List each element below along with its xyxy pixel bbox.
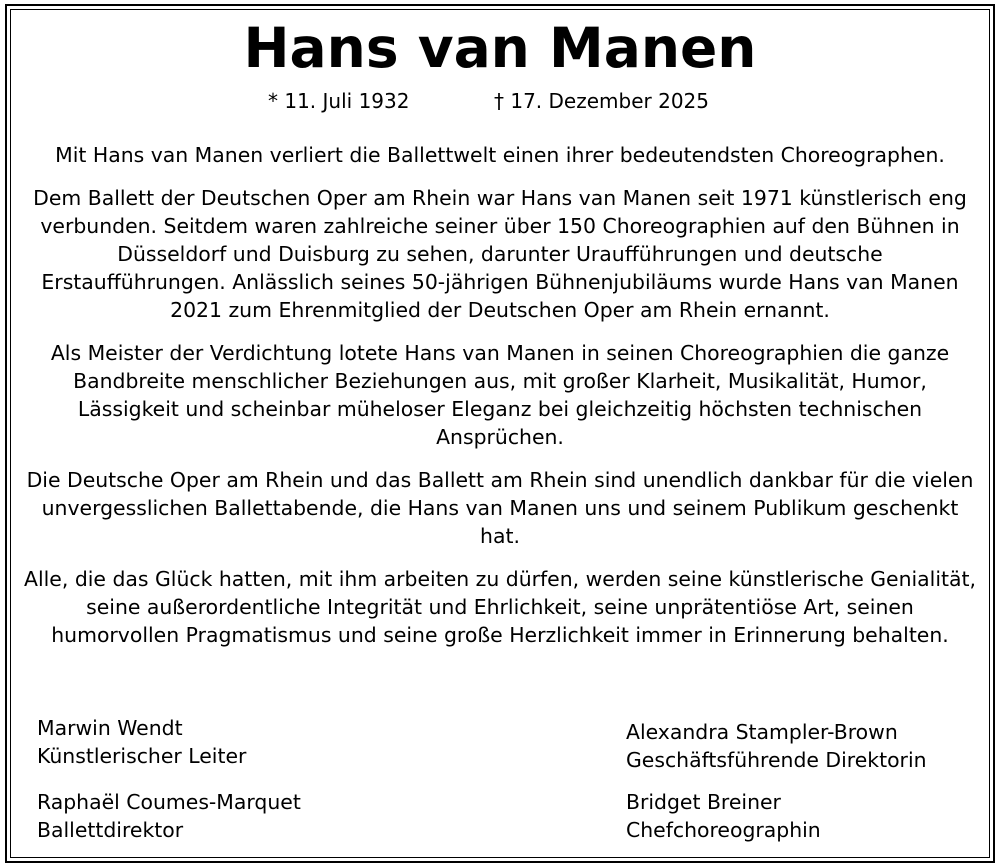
signatory-name: Alexandra Stampler-Brown (626, 720, 898, 744)
signatory-name: Raphaël Coumes-Marquet (37, 790, 301, 814)
signatory-role: Ballettdirektor (37, 818, 184, 842)
signatory-role: Chefchoreographin (626, 818, 821, 842)
paragraph-3: Als Meister der Verdichtung lotete Hans van Manen in seinen Choreographien die ganze Bandbreite menschlicher Beziehungen aus, mit großer Klarheit, Musikalität, Humor, Lässigkeit und scheinbar müheloser Eleganz bei gleichzeitig höchsten technischen Ansprüchen. (50, 341, 950, 449)
paragraph-2: Dem Ballett der Deutschen Oper am Rhein war Hans van Manen seit 1971 künstlerisch eng verbunden. Seitdem waren zahlreiche seiner über 150 Choreographien auf den Bühnen in Düsseldorf und Duisburg zu sehen, darunter Uraufführungen und deutsche Erstaufführungen. Anlässlich seines 50-jährigen Bühnenjubiläums wurde Hans van Manen 2021 zum Ehrenmitglied der Deutschen Oper am Rhein ernannt. (33, 186, 967, 322)
signatory-name: Bridget Breiner (626, 790, 781, 814)
signatory-name: Marwin Wendt (37, 716, 183, 740)
paragraph-4: Die Deutsche Oper am Rhein und das Ballett am Rhein sind unendlich dankbar für die vielen unvergesslichen Ballettabende, die Hans van Manen uns und seinem Publikum geschenkt hat. (26, 468, 974, 548)
signatory-2 (626, 718, 927, 774)
signatory-role: Geschäftsführende Direktorin (626, 748, 927, 772)
death-date: † 17. Dezember 2025 (494, 89, 709, 113)
paragraph-5: Alle, die das Glück hatten, mit ihm arbeiten zu dürfen, werden seine künstlerische Genialität, seine außerordentliche Integrität und Ehrlichkeit, seine unprätentiöse Art, seinen humorvollen Pragmatismus und seine große Herzlichkeit immer in Erinnerung behalten. (24, 567, 976, 647)
signatory-role: Künstlerischer Leiter (37, 744, 247, 768)
birth-date: * 11. Juli 1932 (268, 89, 410, 113)
signatory-1 (37, 714, 246, 770)
paragraph-1: Mit Hans van Manen verliert die Ballettwelt einen ihrer bedeutendsten Choreographen. (55, 143, 945, 167)
deceased-name: Hans van Manen (243, 16, 757, 80)
signatory-4 (626, 788, 821, 844)
signatory-3 (37, 788, 301, 844)
obituary-text (22, 141, 978, 664)
